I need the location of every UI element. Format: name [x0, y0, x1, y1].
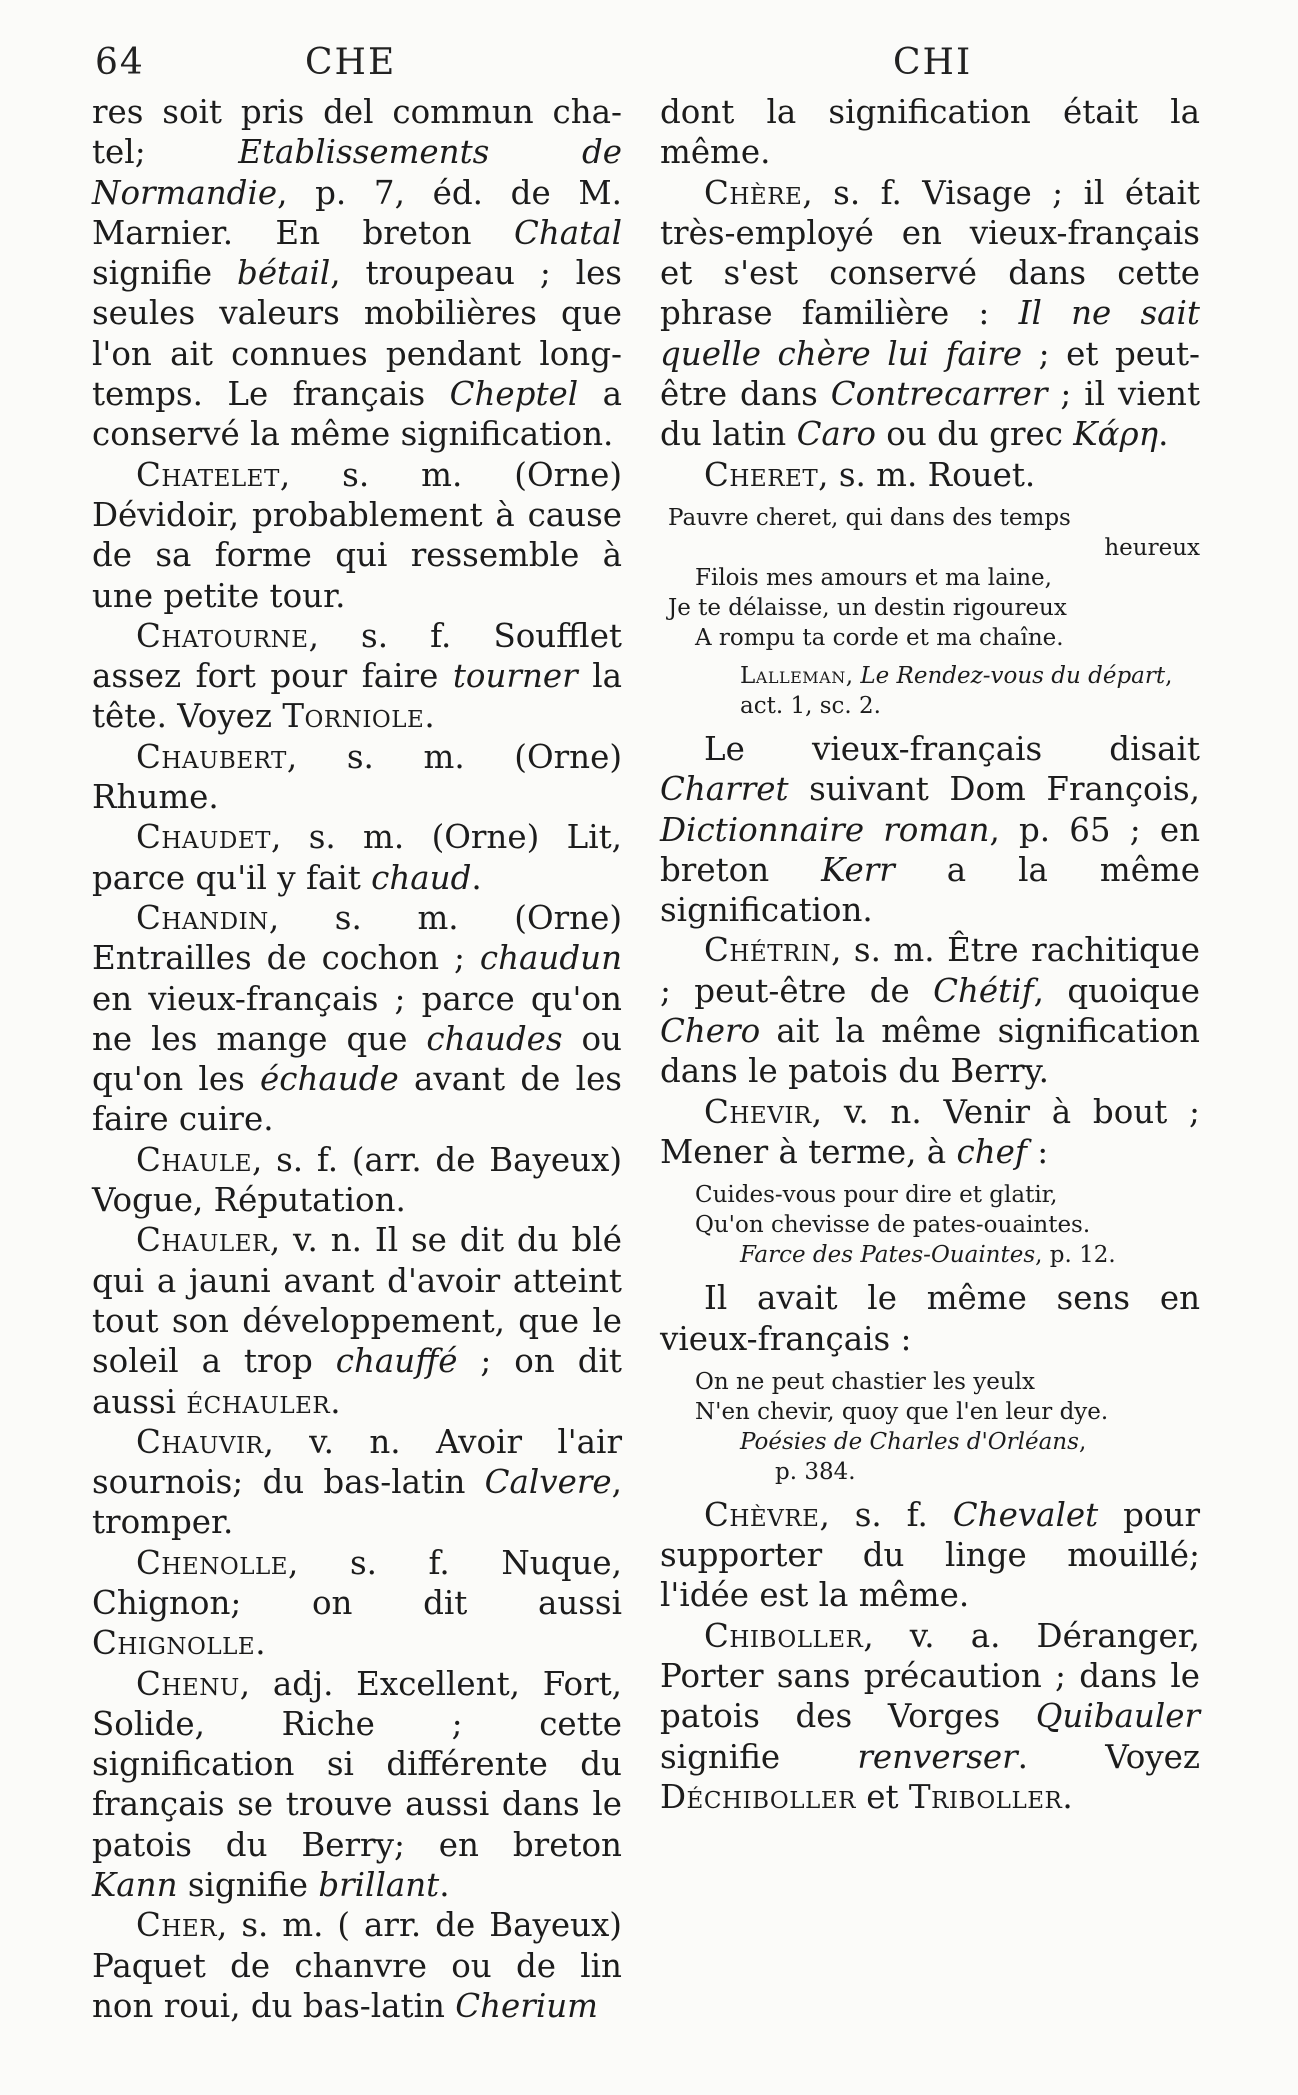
- text-run: Cuides-vous pour dire et glatir,: [695, 1182, 1058, 1209]
- italic-term: chaud: [371, 858, 472, 897]
- dictionary-entry: [92, 1140, 622, 1221]
- column-left: [92, 92, 622, 2026]
- italic-term: Farce des Pates-Ouaintes: [740, 1242, 1036, 1269]
- text-run: , v. a. Déranger, Porter sans précaution ; dans le patois des Vorges: [660, 1616, 1200, 1736]
- text-run: , adj. Excellent, Fort, Solide, Riche ; cette signification si différente du français se trouve aussi dans le patois du Berry; en breton: [92, 1664, 622, 1864]
- text-run: et: [855, 1777, 909, 1816]
- headword: Chiboller: [704, 1616, 864, 1655]
- text-run: ; et peut-être dans: [660, 334, 1200, 414]
- text-run: , p. 65 ; en breton: [660, 810, 1201, 889]
- headword: Chevir: [704, 1092, 812, 1131]
- headword: Chignolle: [92, 1624, 256, 1663]
- headword: Chauler: [136, 1221, 270, 1260]
- text-run: N'en chevir, quoy que l'en leur dye.: [695, 1398, 1109, 1425]
- text-run: Je te délaisse, un destin rigoureux: [668, 594, 1067, 621]
- text-run: A rompu ta corde et ma chaîne.: [695, 624, 1064, 651]
- text-run: , tromper.: [92, 1463, 622, 1542]
- text-run: , v. n. Avoir l'air sournois; du bas-latin: [92, 1422, 622, 1502]
- headword: Chatelet: [136, 455, 280, 494]
- italic-term: échaude: [260, 1060, 399, 1099]
- text-run: Le vieux-français disait: [704, 729, 1200, 768]
- dictionary-entry: [660, 455, 1200, 495]
- entry-continuation: [92, 92, 622, 455]
- dictionary-entry: [660, 1616, 1200, 1817]
- quotation-line: [660, 1427, 1200, 1457]
- headword: Chère: [704, 173, 803, 212]
- text-run: , s. m. (Orne) Lit, parce qu'il y fait: [92, 818, 622, 897]
- text-run: , p. 7, éd. de M. Marnier. En breton: [92, 173, 622, 252]
- text-run: , s. f. Soufflet assez fort pour faire: [92, 616, 622, 696]
- italic-term: Cherium: [455, 1986, 598, 2025]
- text-run: Qu'on chevisse de pates-ouaintes.: [695, 1212, 1091, 1239]
- italic-term: Chétif: [933, 971, 1034, 1010]
- dictionary-entry: [92, 817, 622, 898]
- quotation-line: [660, 1397, 1200, 1427]
- text-run: signifie: [92, 254, 238, 293]
- spacer: [660, 653, 1200, 661]
- text-run: heureux: [1104, 534, 1200, 561]
- text-run: , s. m. Être rachitique ; peut-être de: [660, 931, 1200, 1010]
- headword: Chétrin: [704, 931, 832, 970]
- italic-term: Dictionnaire roman: [660, 810, 990, 849]
- text-run: ,: [845, 662, 861, 689]
- italic-term: bétail: [237, 254, 331, 293]
- italic-term: Il ne sait quelle chère lui faire: [660, 294, 1200, 373]
- text-run: , v. n. Il se dit du blé qui a jauni avant d'avoir atteint tout son développement, que le soleil a trop: [92, 1221, 622, 1381]
- text-run: , s. m. (Orne) Rhume.: [92, 737, 622, 817]
- dictionary-entry: [92, 1422, 622, 1543]
- text-run: ait la même signification dans le patois du Berry.: [660, 1012, 1200, 1091]
- dictionary-entry: [660, 1495, 1200, 1616]
- dictionary-entry: [92, 737, 622, 818]
- italic-term: Caro: [796, 415, 876, 454]
- spacer: [660, 1270, 1200, 1278]
- italic-term: renverser: [857, 1737, 1018, 1776]
- text-run: , s. f. Nuque, Chignon; on dit aussi: [92, 1543, 622, 1622]
- text-run: .: [1158, 415, 1169, 454]
- quotation-line: [660, 1210, 1200, 1240]
- italic-term: Kann: [92, 1866, 178, 1905]
- headword: Chaubert: [136, 737, 287, 776]
- text-run: a la même signification.: [660, 850, 1200, 930]
- headword: Triboller: [908, 1777, 1063, 1816]
- spacer: [660, 721, 1200, 729]
- italic-term: Calvere: [484, 1463, 612, 1502]
- quotation-line: [660, 533, 1200, 563]
- text-run: res soit pris del commun cha-tel;: [92, 93, 622, 172]
- headword: Déchiboller: [660, 1777, 856, 1816]
- text-run: pour supporter du linge mouillé; l'idée est la même.: [660, 1495, 1200, 1615]
- page-number: 64: [95, 42, 145, 83]
- text-run: signifie: [660, 1737, 858, 1776]
- headword: Cheret: [704, 455, 819, 494]
- text-run: , s. f.: [819, 1495, 953, 1534]
- dictionary-entry: [660, 930, 1200, 1091]
- headword: échauler: [186, 1382, 331, 1421]
- text-run: , s. m. (Orne) Entrailles de cochon ;: [92, 898, 622, 978]
- text-run: .: [1062, 1777, 1073, 1816]
- quotation-line: [660, 661, 1200, 721]
- text-run: On ne peut chastier les yeulx: [695, 1368, 1035, 1395]
- text-run: signifie: [177, 1866, 319, 1905]
- spacer: [660, 495, 1200, 503]
- text-run: a conservé la même signification.: [92, 375, 622, 454]
- text-run: , p. 12.: [1035, 1242, 1116, 1269]
- text-run: Il avait le même sens en vieux-français :: [660, 1279, 1200, 1358]
- dictionary-entry: [92, 1905, 622, 2026]
- text-run: ou du grec: [875, 415, 1074, 454]
- headword: Lalleman: [740, 662, 846, 689]
- italic-term: Poésies de Charles d'Orléans: [740, 1428, 1079, 1455]
- text-run: .: [255, 1624, 266, 1663]
- quotation-line: [660, 1180, 1200, 1210]
- headword: Chèvre: [704, 1495, 820, 1534]
- text-run: , act. 1, sc. 2.: [740, 662, 1173, 719]
- italic-term: Κάρη: [1073, 415, 1159, 454]
- spacer: [660, 1487, 1200, 1495]
- headword: Cher: [136, 1906, 218, 1945]
- spacer: [660, 1359, 1200, 1367]
- quotation-line: [660, 1240, 1200, 1270]
- italic-term: chauffé: [335, 1342, 458, 1381]
- quotation-line: [660, 1457, 1200, 1487]
- headword: Chaudet: [136, 818, 271, 857]
- italic-term: brillant: [318, 1866, 440, 1905]
- quotation-line: [660, 623, 1200, 653]
- dictionary-entry: [92, 1543, 622, 1664]
- italic-term: Contrecarrer: [830, 375, 1048, 414]
- quotation-line: [660, 563, 1200, 593]
- italic-term: chaudes: [426, 1019, 563, 1058]
- text-run: , s. m. (Orne) Dévidoir, probablement à cause de sa forme qui ressemble à une petite tour.: [92, 455, 622, 615]
- spacer: [660, 1172, 1200, 1180]
- quotation-line: [660, 593, 1200, 623]
- entry-continuation: [660, 92, 1200, 173]
- italic-term: Quibauler: [1035, 1697, 1200, 1736]
- headword: Torniole: [282, 697, 425, 736]
- text-run: ou qu'on les: [92, 1019, 622, 1099]
- italic-term: chef: [956, 1132, 1027, 1171]
- text-run: dont la signification était la même.: [660, 93, 1200, 172]
- italic-term: chaudun: [479, 939, 622, 978]
- text-run: , s. f. Visage ; il était très-employé en vieux-français et s'est conservé dans cette phrase familière :: [660, 173, 1200, 333]
- headword: Chatourne: [136, 616, 309, 655]
- text-run: suivant Dom François,: [788, 770, 1200, 809]
- italic-term: Chero: [660, 1012, 761, 1051]
- text-run: en vieux-français ; parce qu'on ne les mange que: [92, 979, 622, 1058]
- text-run: avant de les faire cuire.: [92, 1060, 622, 1139]
- headword: Chandin: [136, 898, 269, 937]
- headword: Chaule: [136, 1140, 252, 1179]
- quotation-line: [660, 503, 1200, 533]
- quotation-line: [660, 1367, 1200, 1397]
- italic-term: Etablissements de Normandie: [92, 133, 622, 212]
- italic-term: Chevalet: [952, 1495, 1099, 1534]
- column-right: [660, 92, 1200, 1817]
- text-run: .: [471, 858, 482, 897]
- running-head-left: CHE: [305, 42, 397, 83]
- running-head-right: CHI: [893, 42, 973, 83]
- italic-term: Chatal: [513, 213, 622, 252]
- text-run: . Voyez: [1017, 1737, 1200, 1776]
- text-run: , s. f. (arr. de Bayeux) Vogue, Réputation.: [92, 1140, 622, 1220]
- headword: Chauvir: [136, 1422, 264, 1461]
- text-run: Pauvre cheret, qui dans des temps: [668, 504, 1071, 531]
- text-run: ; il vient du latin: [660, 375, 1201, 454]
- text-run: , v. n. Venir à bout ; Mener à terme, à: [660, 1092, 1200, 1171]
- text-run: , s. m. ( arr. de Bayeux) Paquet de chanvre ou de lin non roui, du bas-latin: [92, 1906, 622, 2025]
- dictionary-entry: [92, 1664, 622, 1906]
- text-run: ; on dit aussi: [92, 1342, 622, 1421]
- text-run: p. 384.: [775, 1458, 856, 1485]
- headword: Chenolle: [136, 1543, 289, 1582]
- italic-term: tourner: [452, 657, 578, 696]
- dictionary-entry: [660, 729, 1200, 930]
- dictionary-entry: [660, 173, 1200, 455]
- dictionary-entry: [660, 1278, 1200, 1359]
- dictionary-entry: [92, 455, 622, 616]
- dictionary-entry: [92, 1220, 622, 1421]
- text-run: , s. m. Rouet.: [818, 455, 1036, 494]
- text-run: , quoique: [1033, 971, 1200, 1010]
- italic-term: Charret: [660, 770, 789, 809]
- text-run: ,: [1078, 1428, 1087, 1455]
- text-run: :: [1026, 1132, 1049, 1171]
- text-run: Filois mes amours et ma laine,: [695, 564, 1052, 591]
- italic-term: Cheptel: [449, 375, 579, 414]
- text-run: .: [330, 1382, 341, 1421]
- italic-term: Le Rendez-vous du départ: [860, 662, 1166, 689]
- text-run: la tête. Voyez: [92, 657, 622, 736]
- dictionary-entry: [92, 898, 622, 1140]
- dictionary-entry: [660, 1092, 1200, 1173]
- text-run: .: [439, 1866, 450, 1905]
- text-run: , troupeau ; les seules valeurs mobilières que l'on ait connues pendant long-temps. Le français: [92, 254, 622, 414]
- italic-term: Kerr: [821, 850, 895, 889]
- dictionary-entry: [92, 616, 622, 737]
- text-run: .: [424, 697, 435, 736]
- headword: Chenu: [136, 1664, 240, 1703]
